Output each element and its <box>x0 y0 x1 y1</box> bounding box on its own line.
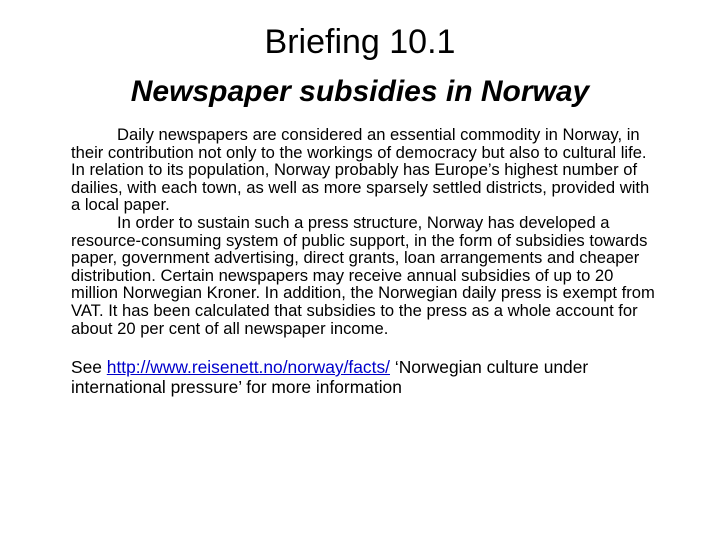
slide-title: Briefing 10.1 <box>264 23 456 61</box>
paragraph-intro: Daily newspapers are considered an essential commodity in Norway, in their contribution not only to the workings of democracy but also to cultural life. In relation to its population, Norway probably has Europe’s highest number of dailies, with each town, as well as more sparsely settled districts, provided with a local paper. <box>71 125 650 215</box>
see-more-note <box>71 357 661 397</box>
facts-link[interactable]: http://www.reisenett.no/norway/facts/ <box>106 357 390 378</box>
see-suffix: ‘Norwegian culture under international pressure’ for more information <box>71 357 589 398</box>
slide-subtitle: Newspaper subsidies in Norway <box>130 75 590 108</box>
slide-body <box>71 126 661 397</box>
see-prefix: See <box>71 357 107 378</box>
paragraph-subsidies: In order to sustain such a press structure, Norway has developed a resource-consuming system of public support, in the form of subsidies towards paper, government advertising, direct grants, loan arrangements and cheaper distribution. Certain newspapers may receive annual subsidies of up to 20 million Norwegian Kroner. In addition, the Norwegian daily press is exempt from VAT. It has been calculated that subsidies to the press as a whole account for about 20 per cent of all newspaper income. <box>71 212 655 338</box>
